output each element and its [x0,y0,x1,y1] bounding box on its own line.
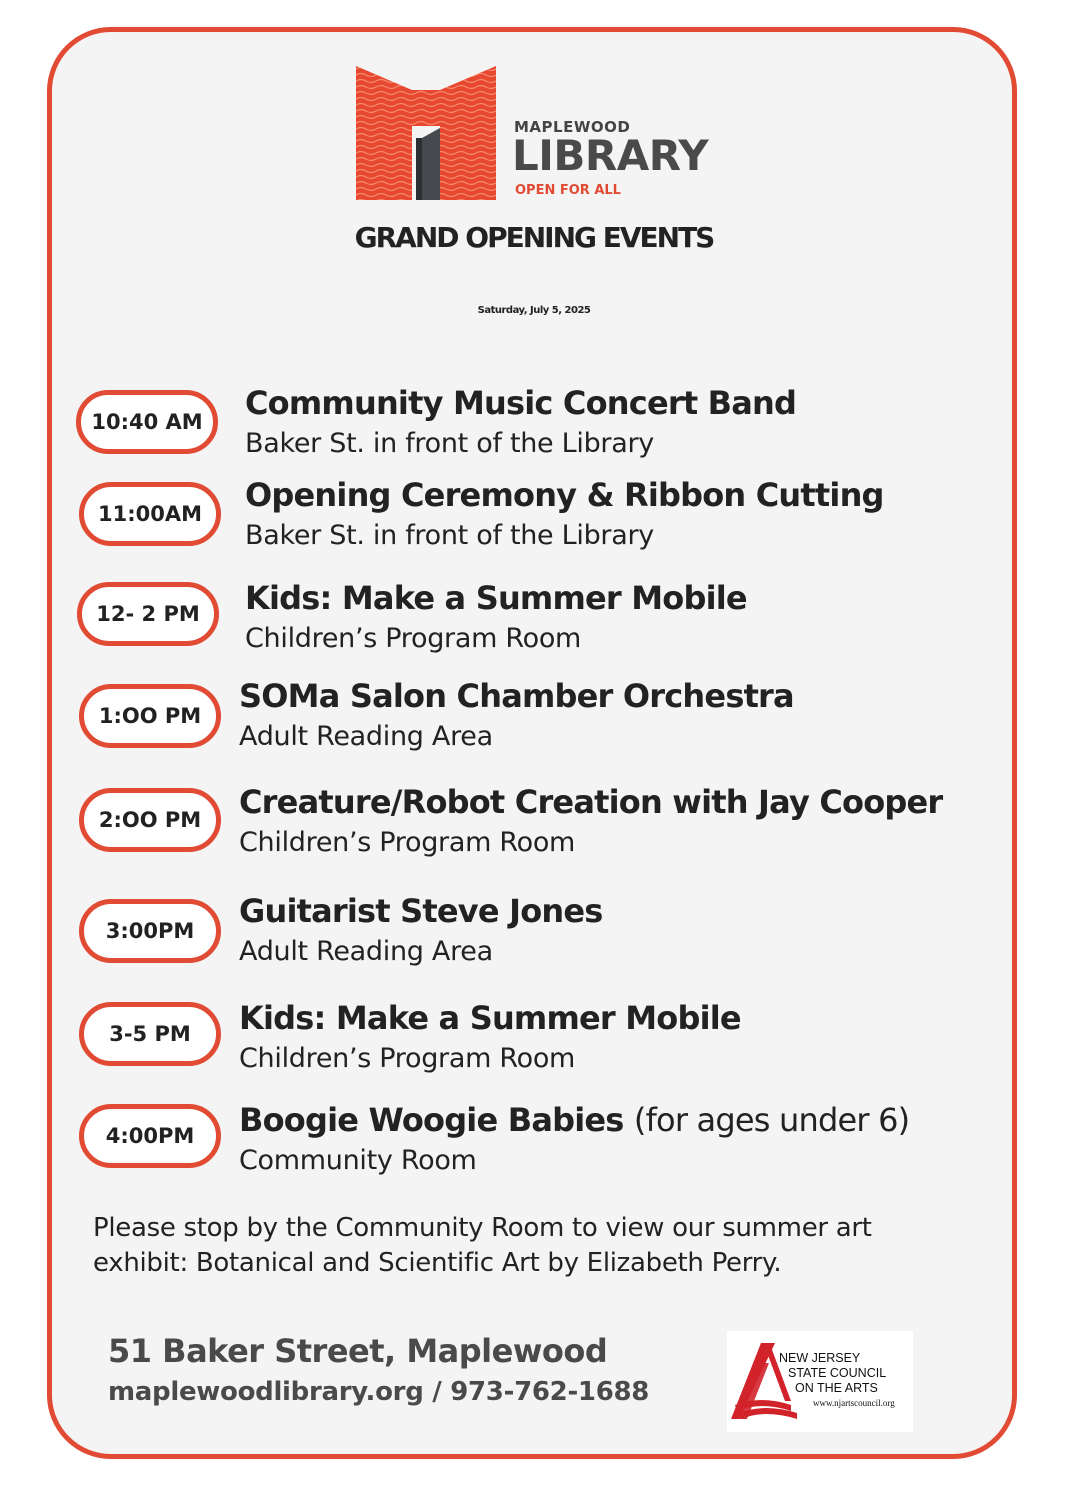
event-location: Children’s Program Room [245,623,582,654]
sponsor-logo [727,1331,913,1432]
event-location: Adult Reading Area [239,721,493,752]
event-title [245,579,747,617]
event-title-text: Creature/Robot Creation with Jay Cooper [239,783,943,821]
event-title-text: Guitarist Steve Jones [239,892,603,930]
sponsor-line-1: NEW JERSEY [779,1351,861,1365]
footer-contact: maplewoodlibrary.org / 973-762-1688 [108,1377,650,1407]
event-time-badge: 3:00PM [79,899,221,963]
sponsor-line-2: STATE COUNCIL [788,1366,887,1380]
library-name-small: MAPLEWOOD [514,118,631,136]
event-row-1 [0,384,1068,474]
event-location: Community Room [239,1145,477,1176]
event-title [245,476,884,514]
event-location: Children’s Program Room [239,1043,576,1074]
exhibit-notice: Please stop by the Community Room to view our summer art exhibit: Botanical and Scientific Art by Elizabeth Perry. [93,1213,872,1279]
event-title-text: SOMa Salon Chamber Orchestra [239,677,794,715]
event-location: Baker St. in front of the Library [245,428,654,459]
event-time-badge: 10:40 AM [76,390,218,454]
event-time-badge: 1:OO PM [79,684,221,748]
event-title-text: Boogie Woogie Babies [239,1101,624,1139]
event-location: Adult Reading Area [239,936,493,967]
footer-address: 51 Baker Street, Maplewood [108,1332,608,1370]
event-row-6 [0,892,1068,982]
event-time-badge: 2:OO PM [79,788,221,852]
event-title [239,892,603,930]
sponsor-url: www.njartscouncil.org [813,1398,895,1408]
event-title-text: Community Music Concert Band [245,384,797,422]
event-location: Children’s Program Room [239,827,576,858]
event-time-badge: 11:00AM [79,482,221,546]
event-row-2 [0,476,1068,566]
library-name-big: LIBRARY [512,131,709,180]
event-time-badge: 3-5 PM [79,1002,221,1066]
library-tagline: OPEN FOR ALL [515,183,621,198]
event-row-4 [0,677,1068,767]
event-date: Saturday, July 5, 2025 [477,305,591,316]
sponsor-line-3: ON THE ARTS [795,1381,878,1395]
event-title [239,677,794,715]
page-title: GRAND OPENING EVENTS [354,221,714,254]
event-location: Baker St. in front of the Library [245,520,654,551]
event-title [239,783,942,821]
event-title [239,1101,909,1139]
event-time-badge: 4:00PM [79,1104,221,1168]
event-note: (for ages under 6) [633,1101,910,1139]
event-time-badge: 12- 2 PM [77,582,219,646]
event-title-text: Opening Ceremony & Ribbon Cutting [245,476,884,514]
event-title [239,999,741,1037]
event-title-text: Kids: Make a Summer Mobile [239,999,741,1037]
event-row-3 [0,579,1068,669]
event-row-8 [0,1101,1068,1191]
event-title-text: Kids: Make a Summer Mobile [245,579,747,617]
event-row-5 [0,783,1068,873]
event-title [245,384,796,422]
event-row-7 [0,999,1068,1089]
maplewood-library-m-logo-icon [356,66,496,200]
